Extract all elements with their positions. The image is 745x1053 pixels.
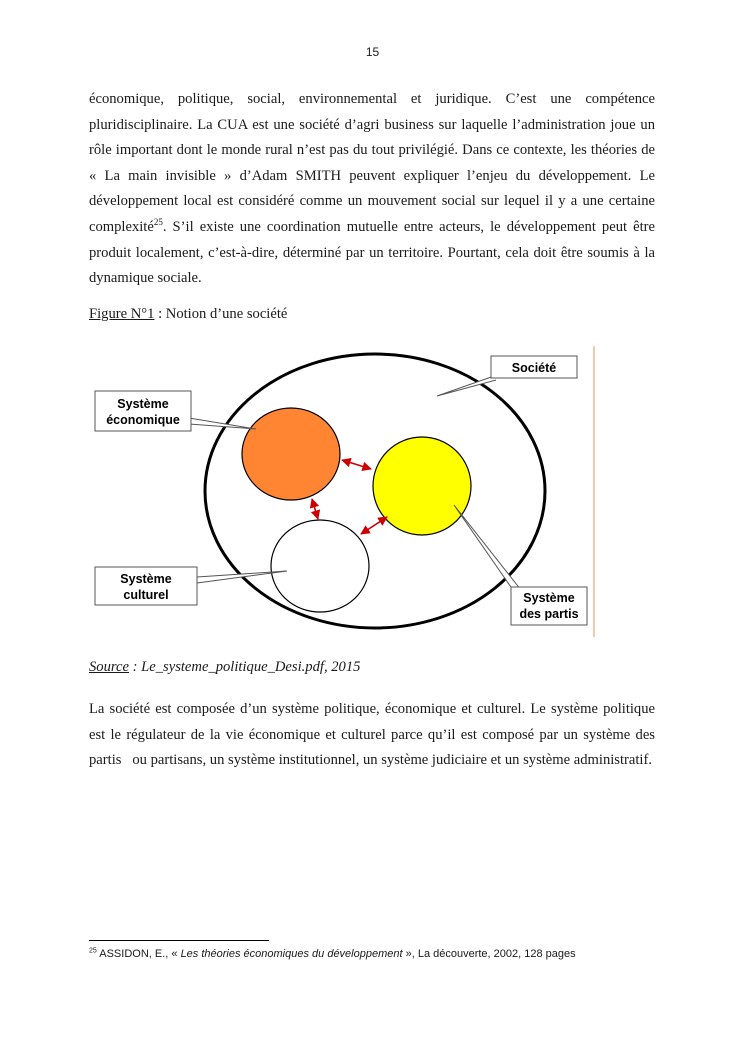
- footnote-number: 25: [89, 947, 97, 955]
- economic-label-line-1: Système: [117, 397, 169, 411]
- source-label: Source: [89, 659, 129, 675]
- body-paragraph-1: [89, 87, 655, 292]
- footnote-reference[interactable]: 25: [153, 217, 163, 228]
- economic-system-circle: [242, 408, 340, 500]
- footnote-separator: [89, 940, 269, 941]
- cultural-label-line-1: Système: [120, 572, 172, 586]
- figure-caption-text: : Notion d’une société: [154, 306, 288, 322]
- economic-label-line-2: économique: [106, 413, 180, 427]
- society-diagram: [89, 343, 609, 643]
- figure-source: [89, 659, 360, 676]
- page-number: 15: [365, 45, 380, 59]
- paragraph-1-text-a: économique, politique, social, environnemental et juridique. C’est une compétence pluridisciplinaire. La CUA est une société d’agri business sur laquelle l’administration joue un rôle important dont le monde rural n’est pas du tout privilégié. Dans ce contexte, les théories de « La main invisible » d’Adam SMITH peuvent expliquer l’enjeu du développement. Le développement local est considéré comme un mouvement social sur lequel il y a une certaine complexité: [89, 91, 655, 235]
- party-system-circle: [373, 437, 471, 535]
- footnote: [89, 948, 576, 960]
- footnote-author: ASSIDON, E., «: [96, 948, 181, 960]
- footnote-rest: », La découverte, 2002, 128 pages: [402, 948, 576, 960]
- footnote-title: Les théories économiques du développement: [180, 948, 403, 960]
- body-paragraph-2: La société est composée d’un système politique, économique et culturel. Le système politique est le régulateur de la vie économique et culturel parce qu’il est composé par un système des partis ou partisans, un système institutionnel, un système judiciaire et un système administratif.: [89, 701, 655, 769]
- figure-caption: [89, 306, 287, 323]
- cultural-label-line-2: culturel: [123, 588, 169, 602]
- figure-caption-label: Figure N°1: [89, 306, 155, 322]
- cultural-system-circle: [271, 520, 369, 612]
- paragraph-1-text-b: . S’il existe une coordination mutuelle entre acteurs, le développement peut être produit localement, c’est-à-dire, déterminé par un territoire. Pourtant, cela doit être soumis à la dynamique sociale.: [89, 218, 655, 287]
- party-label-line-2: des partis: [519, 607, 579, 621]
- society-label: Société: [511, 361, 557, 375]
- party-label-line-1: Système: [523, 591, 575, 605]
- source-text: : Le_systeme_politique_Desi.pdf, 2015: [128, 659, 361, 675]
